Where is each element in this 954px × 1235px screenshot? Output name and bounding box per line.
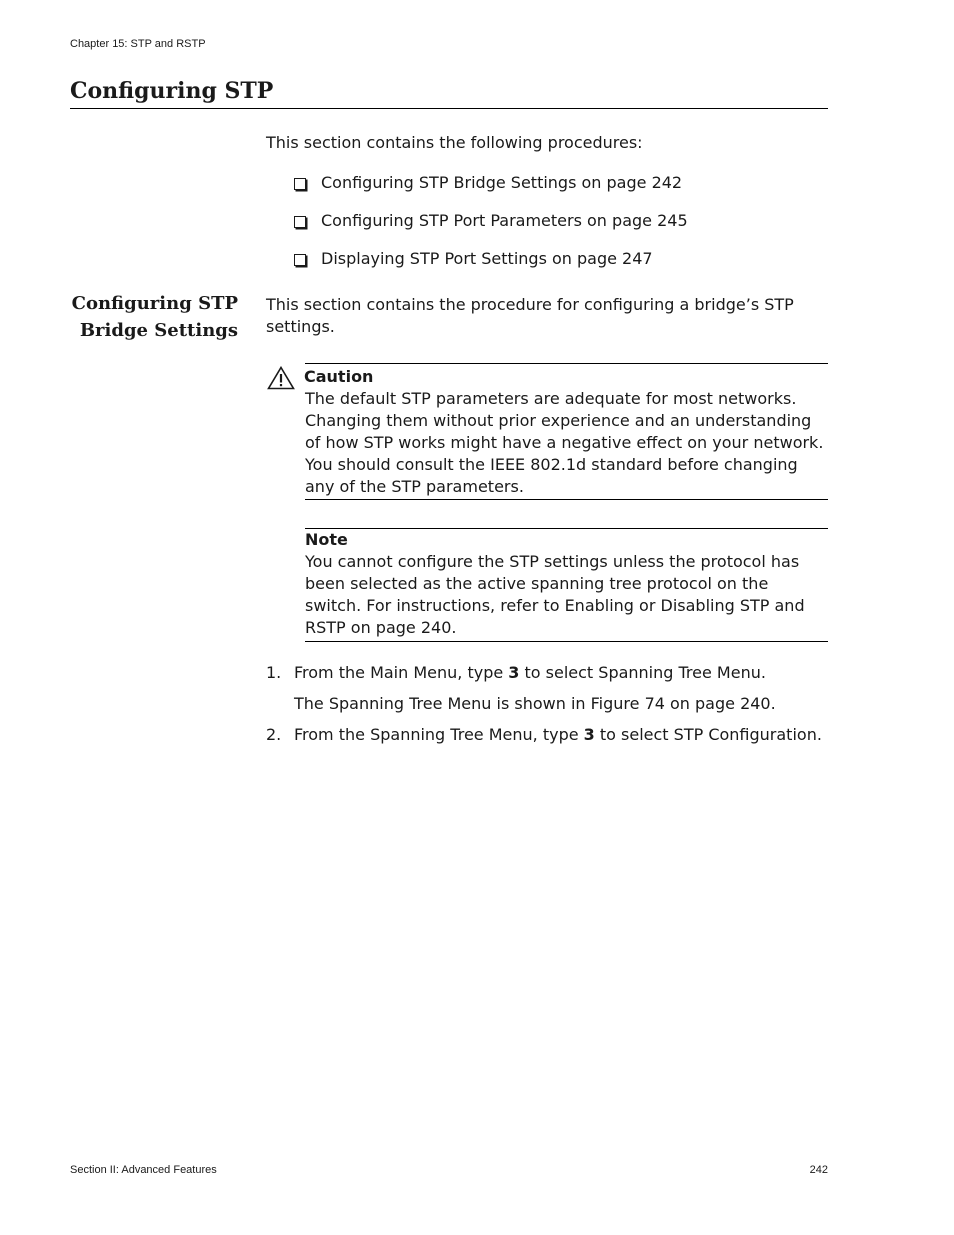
section-intro: This section contains the following procedures:	[266, 133, 643, 152]
caution-box	[305, 363, 828, 500]
list-item[interactable]	[294, 210, 826, 248]
step-text-before: From the Main Menu, type	[294, 663, 509, 682]
warning-triangle-icon	[267, 366, 295, 390]
list-item[interactable]	[294, 172, 826, 210]
note-box	[305, 528, 828, 642]
section-title: Configuring STP	[70, 76, 828, 109]
checkbox-bullet-icon	[294, 254, 306, 266]
checkbox-bullet-icon	[294, 216, 306, 228]
list-item[interactable]	[294, 248, 826, 286]
running-header: Chapter 15: STP and RSTP	[70, 38, 206, 50]
step-item	[266, 662, 826, 684]
step-number: 2.	[266, 725, 282, 744]
procedure-list	[294, 172, 826, 286]
subsection-intro: This section contains the procedure for configuring a bridge’s STP settings.	[266, 295, 794, 336]
procedure-steps	[266, 662, 826, 746]
note-title: Note	[305, 530, 348, 549]
note-body: You cannot configure the STP settings unless the protocol has been selected as the active spanning tree protocol on the switch. For instructions, refer to Enabling or Disabling STP and RSTP on page 240.	[305, 552, 805, 637]
procedure-link[interactable]: Configuring STP Bridge Settings on page 242	[321, 173, 683, 192]
checkbox-bullet-icon	[294, 178, 306, 190]
step-text-before: From the Spanning Tree Menu, type	[294, 725, 584, 744]
caution-title: Caution	[304, 367, 374, 386]
step-text	[294, 724, 822, 746]
subsection-title-line2: Bridge Settings	[79, 320, 238, 341]
step-key: 3	[583, 725, 595, 744]
step-text-after: to select Spanning Tree Menu.	[519, 663, 766, 682]
step-number: 1.	[266, 663, 282, 682]
step-result: The Spanning Tree Menu is shown in Figure 74 on page 240.	[294, 694, 776, 713]
step-item	[266, 724, 826, 746]
subsection-title-line1: Configuring STP	[71, 293, 238, 314]
footer-section-label: Section II: Advanced Features	[70, 1164, 217, 1176]
step-text	[294, 662, 766, 684]
subsection-title	[40, 290, 238, 344]
procedure-link[interactable]: Displaying STP Port Settings on page 247	[321, 249, 653, 268]
page-number: 242	[809, 1164, 828, 1176]
step-key: 3	[508, 663, 520, 682]
caution-body: The default STP parameters are adequate for most networks. Changing them without prior experience and an understanding of how STP works might have a negative effect on your network. You should consult the IEEE 802.1d standard before changing any of the STP parameters.	[305, 389, 824, 496]
procedure-link[interactable]: Configuring STP Port Parameters on page 245	[321, 211, 688, 230]
step-text-after: to select STP Configuration.	[594, 725, 822, 744]
